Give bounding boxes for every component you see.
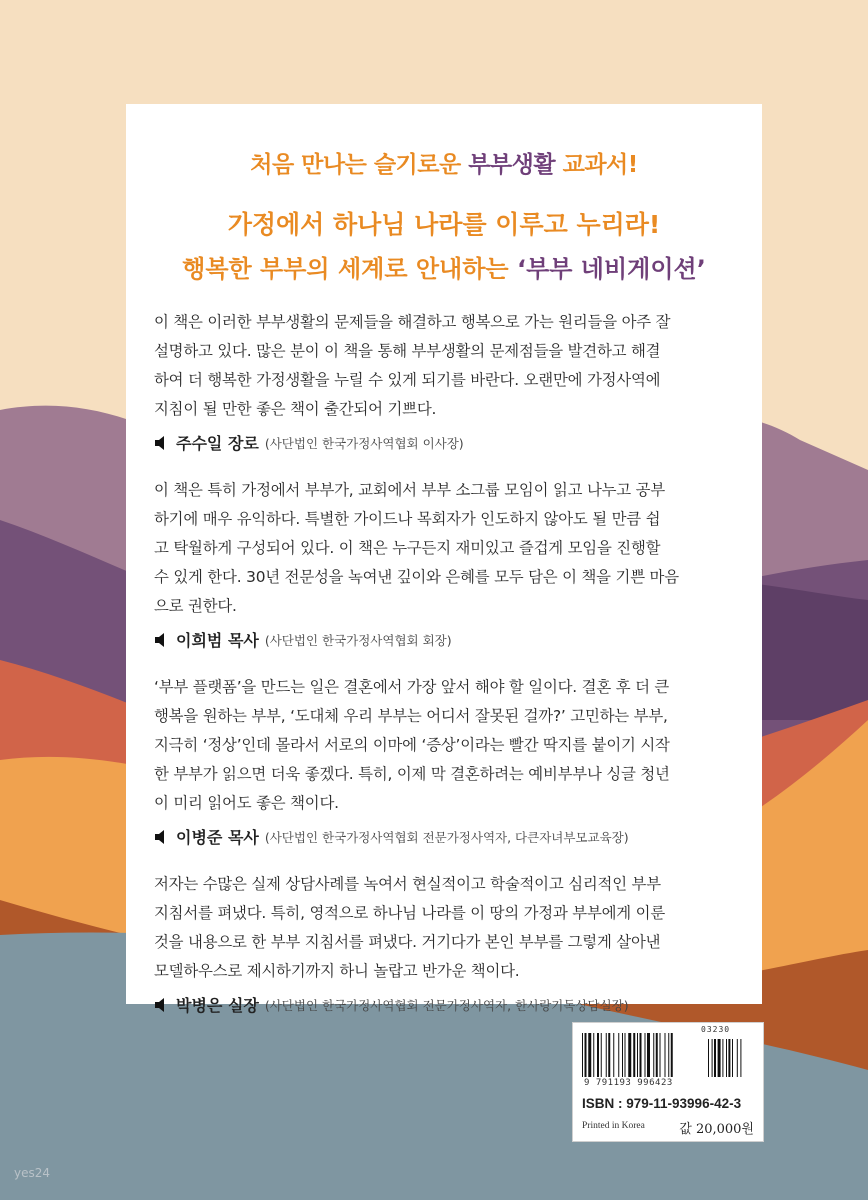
endorsement-line: 으로 권한다. bbox=[154, 597, 237, 615]
endorsement-line: 것을 내용으로 한 부부 지침서를 펴냈다. 거기다가 본인 부부를 그렇게 살아낸 bbox=[154, 933, 661, 951]
endorser-name: 박병은 실장 bbox=[176, 996, 259, 1015]
endorsement-2-citation bbox=[154, 628, 734, 651]
headline-2: 가정에서 하나님 나라를 이루고 누리라! bbox=[227, 210, 661, 239]
endorsement-line: 모델하우스로 제시하기까지 하니 놀랍고 반가운 책이다. bbox=[154, 962, 520, 980]
watermark: yes24 bbox=[14, 1166, 51, 1180]
headline-3-part-1: 행복한 부부의 세계로 안내하는 bbox=[182, 255, 517, 283]
speaker-icon bbox=[154, 830, 170, 844]
endorsement-line: 하여 더 행복한 가정생활을 누릴 수 있게 되기를 바란다. 오랜만에 가정사역에 bbox=[154, 371, 661, 389]
endorsement-1-text bbox=[154, 308, 734, 424]
endorsement-line: 수 있게 한다. 30년 전문성을 녹여낸 깊이와 은혜를 모두 담은 이 책을 기쁜 마음 bbox=[154, 568, 679, 586]
content-panel bbox=[126, 104, 762, 1015]
barcode-box bbox=[572, 1022, 764, 1142]
endorsement-3-text bbox=[154, 673, 734, 818]
speaker-icon bbox=[154, 436, 170, 450]
endorsement-line: 이 미리 읽어도 좋은 책이다. bbox=[154, 794, 339, 812]
endorser-role: (사단법인 한국가정사역협회 전문가정사역자, 다큰자녀부모교육장) bbox=[264, 829, 629, 845]
barcode-image bbox=[582, 1033, 756, 1079]
headline-3 bbox=[154, 249, 734, 284]
endorser-role: (사단법인 한국가정사역협회 전문가정사역자, 한사랑기독상담실장) bbox=[264, 997, 629, 1013]
endorsement-3-citation bbox=[154, 825, 734, 848]
headline-3-accent: ‘부부 네비게이션’ bbox=[516, 255, 706, 283]
endorsement-line: 지침서를 펴냈다. 특히, 영적으로 하나님 나라를 이 땅의 가정과 부부에게 이룬 bbox=[154, 904, 665, 922]
endorsement-4-citation bbox=[154, 993, 734, 1016]
price: 값 20,000원 bbox=[679, 1122, 754, 1137]
headline-1-part-1: 처음 만나는 슬기로운 bbox=[250, 152, 469, 178]
printed-in: Printed in Korea bbox=[582, 1121, 645, 1131]
barcode-digits: 9 791193 996423 bbox=[584, 1078, 673, 1088]
endorsement-line: 저자는 수많은 실제 상담사례를 녹여서 현실적이고 학술적이고 심리적인 부부 bbox=[154, 875, 661, 893]
endorsement-line: 이 책은 특히 가정에서 부부가, 교회에서 부부 소그룹 모임이 읽고 나누고 공부 bbox=[154, 481, 665, 499]
endorser-name: 이병준 목사 bbox=[176, 828, 259, 847]
endorser-role: (사단법인 한국가정사역협회 이사장) bbox=[264, 435, 464, 451]
endorsement-4-text bbox=[154, 870, 734, 986]
endorser-role: (사단법인 한국가정사역협회 회장) bbox=[264, 632, 452, 648]
headline-1-part-3: 교과서! bbox=[555, 152, 638, 178]
endorsement-line: 설명하고 있다. 많은 분이 이 책을 통해 부부생활의 문제점들을 발견하고 해결 bbox=[154, 342, 661, 360]
headline-1-accent: 부부생활 bbox=[468, 152, 556, 178]
barcode-addon: 03230 bbox=[701, 1025, 731, 1034]
endorser-name: 이희범 목사 bbox=[176, 631, 259, 650]
endorsement-line: 하기에 매우 유익하다. 특별한 가이드나 목회자가 인도하지 않아도 될 만큼 쉽 bbox=[154, 510, 661, 528]
endorsement-line: 지침이 될 만한 좋은 책이 출간되어 기쁘다. bbox=[154, 400, 437, 418]
endorser-name: 주수일 장로 bbox=[176, 434, 259, 453]
headline-1 bbox=[154, 146, 734, 179]
isbn-number: ISBN : 979-11-93996-42-3 bbox=[582, 1096, 742, 1111]
endorsement-line: 지극히 ‘정상’인데 몰라서 서로의 이마에 ‘증상’이라는 빨간 딱지를 붙이기 시작 bbox=[154, 736, 670, 754]
endorsement-1-citation bbox=[154, 431, 734, 454]
speaker-icon bbox=[154, 633, 170, 647]
endorsement-line: 행복을 원하는 부부, ‘도대체 우리 부부는 어디서 잘못된 걸까?’ 고민하는 부부, bbox=[154, 707, 668, 725]
speaker-icon bbox=[154, 998, 170, 1012]
endorsement-line: ‘부부 플랫폼’을 만드는 일은 결혼에서 가장 앞서 해야 할 일이다. 결혼 후 더 큰 bbox=[154, 678, 670, 696]
endorsement-line: 이 책은 이러한 부부생활의 문제들을 해결하고 행복으로 가는 원리들을 아주 잘 bbox=[154, 313, 671, 331]
endorsement-2-text bbox=[154, 476, 734, 621]
endorsement-line: 한 부부가 읽으면 더욱 좋겠다. 특히, 이제 막 결혼하려는 예비부부나 싱글 청년 bbox=[154, 765, 670, 783]
endorsement-line: 고 탁월하게 구성되어 있다. 이 책은 누구든지 재미있고 즐겁게 모임을 진행할 bbox=[154, 539, 661, 557]
